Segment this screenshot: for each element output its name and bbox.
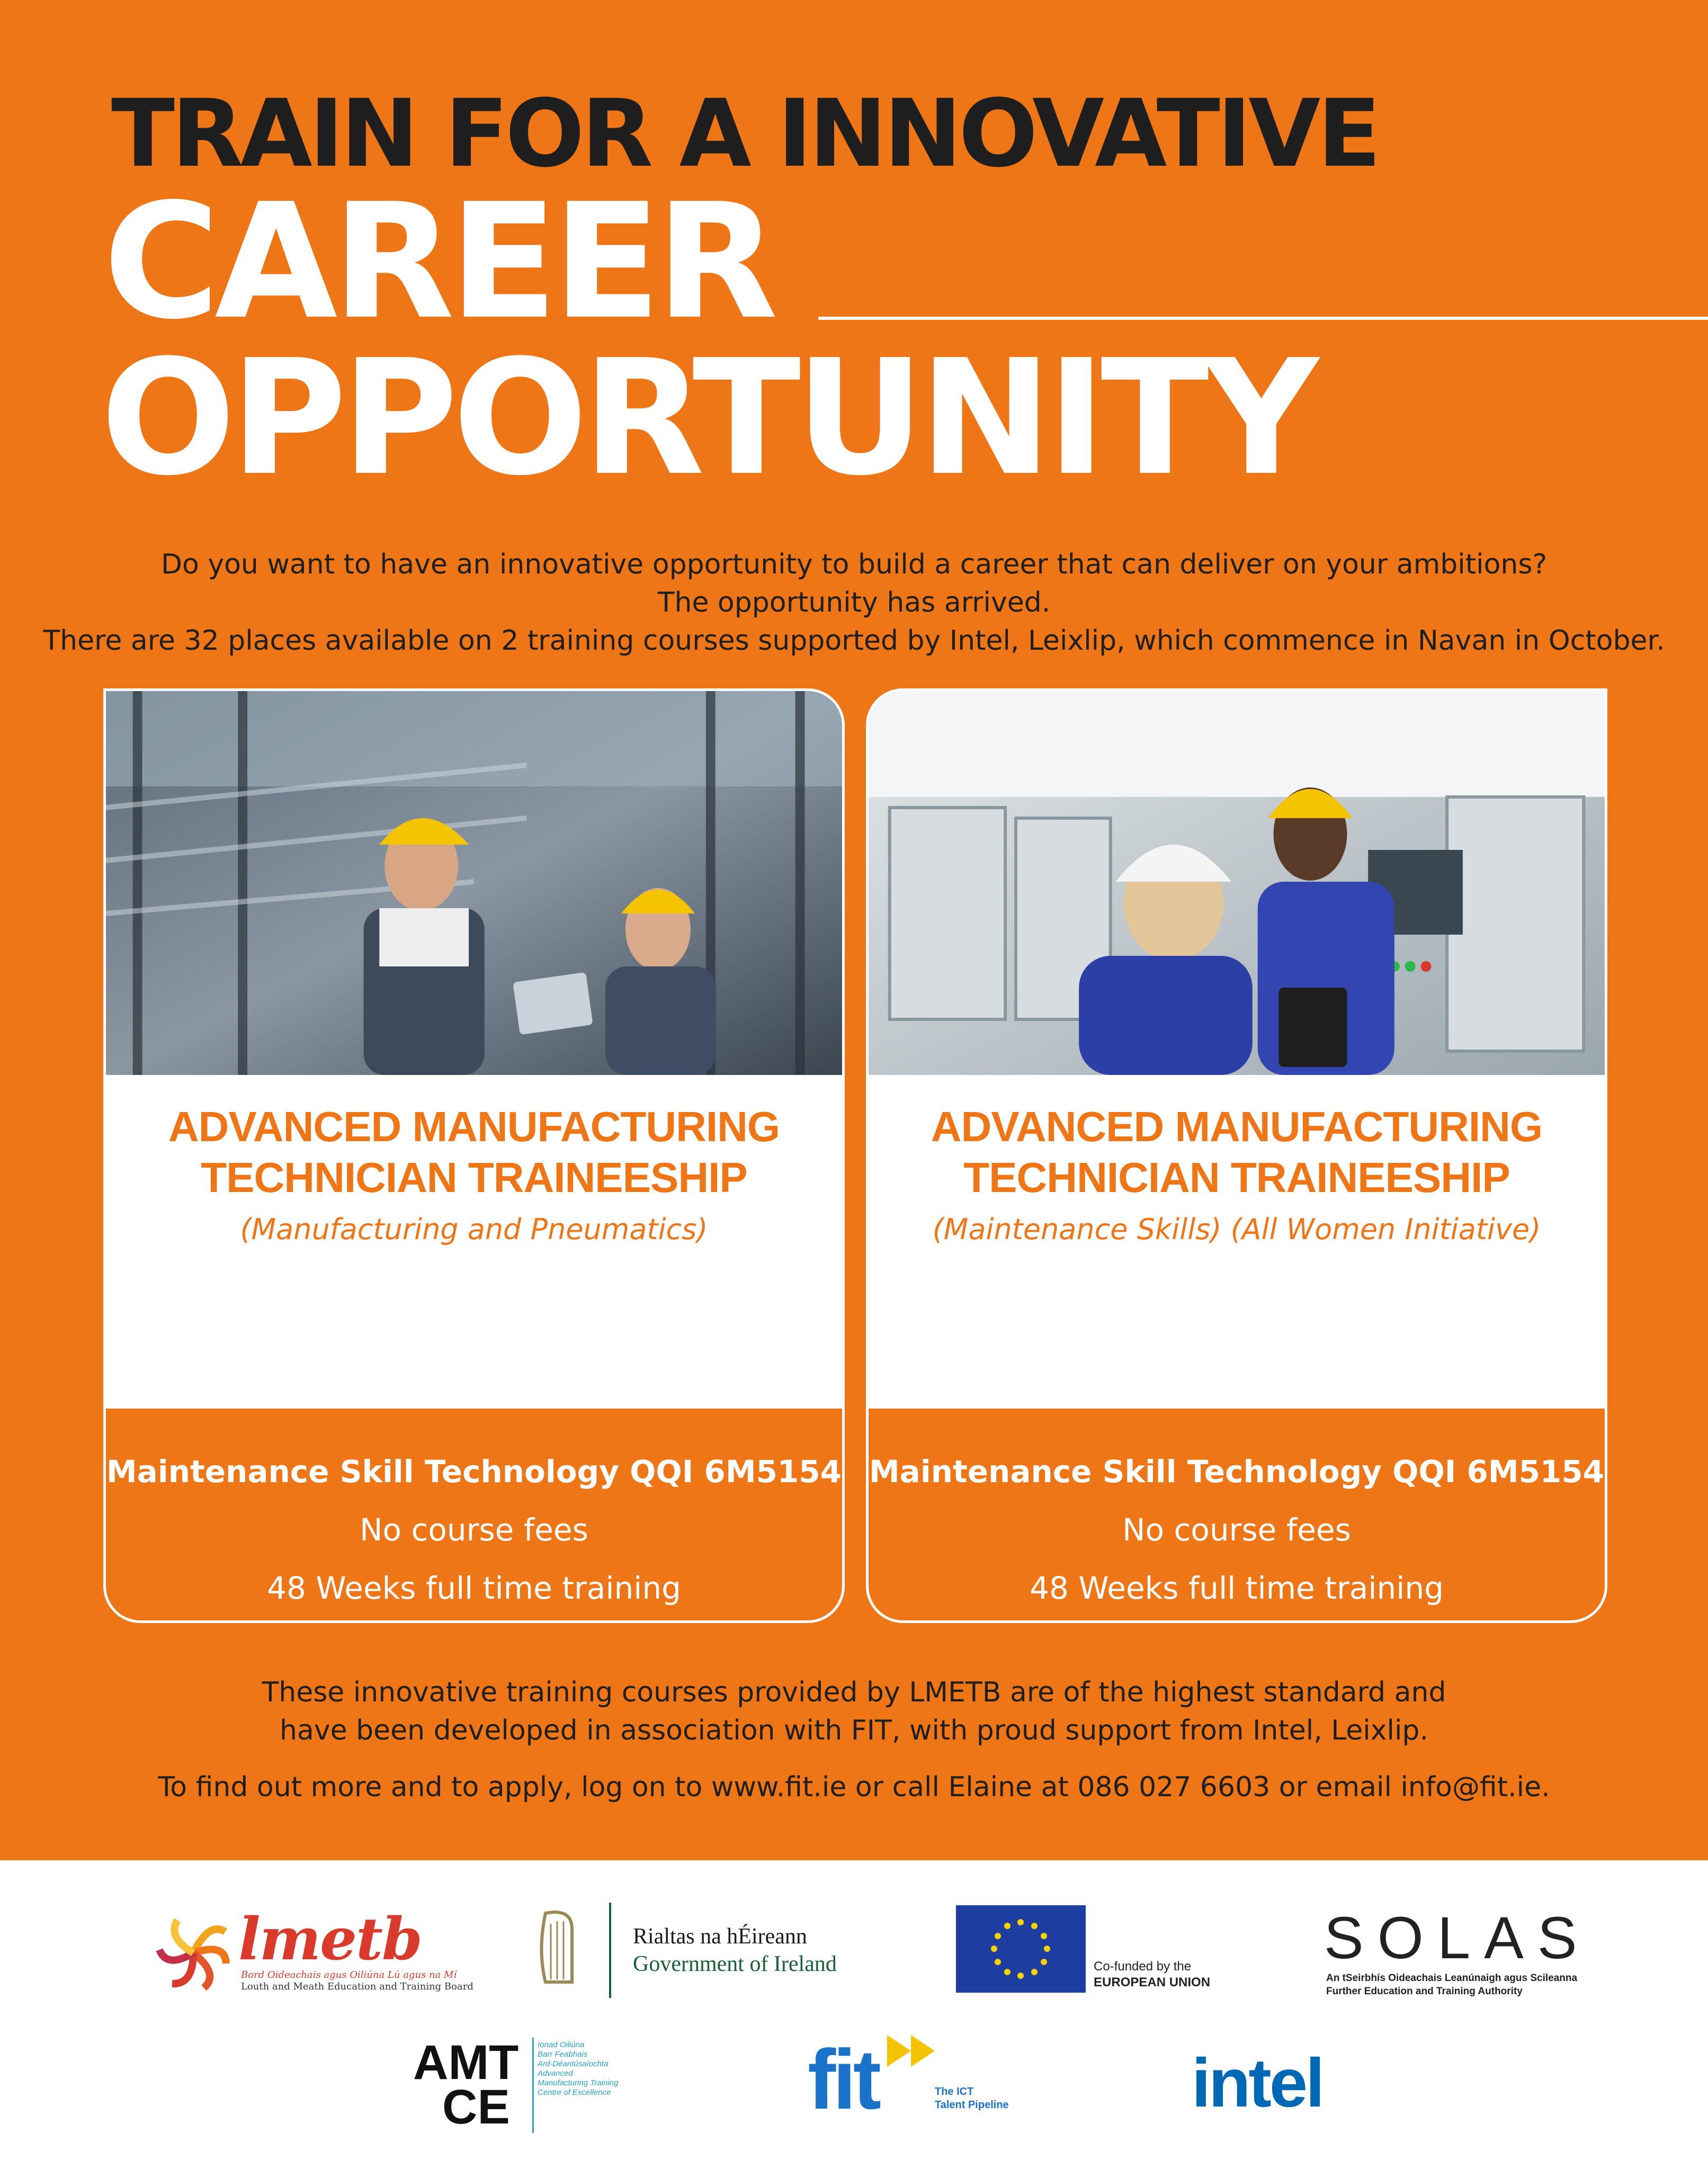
headline-rule — [818, 317, 1708, 320]
course-duration-2: 48 Weeks full time training — [1030, 1570, 1444, 1606]
footer-line-1: These innovative training courses provided by LMETB are of the highest standard and — [262, 1677, 1446, 1708]
intro-line-3: There are 32 places available on 2 training courses supported by Intel, Leixlip, which commence in Navan in October. — [43, 625, 1665, 657]
logo-strip — [0, 1860, 1708, 2169]
fit-tagline-1: The ICT — [935, 2086, 974, 2098]
intro-line-1: Do you want to have an innovative opportunity to build a career that can deliver on your ambitions? — [160, 549, 1548, 580]
headline-line-2: CAREER — [103, 169, 773, 354]
amtce-small-4: Advanced — [538, 2069, 573, 2078]
fit-logo — [808, 2032, 1030, 2141]
amtce-small-text — [538, 2040, 618, 2098]
course-subtitle-1: (Manufacturing and Pneumatics) — [240, 1213, 708, 1246]
course-fees-2: No course fees — [1122, 1512, 1351, 1548]
course-photo-2 — [869, 691, 1605, 1075]
amtce-small-6: Centre of Excellence — [538, 2088, 611, 2097]
government-divider — [609, 1903, 611, 1998]
course-fees-1: No course fees — [360, 1512, 588, 1548]
headline-line-1: TRAIN FOR A INNOVATIVE — [111, 79, 1378, 188]
course-header-2 — [869, 1075, 1605, 1409]
government-logo — [535, 1903, 853, 2009]
amtce-wordmark-line-1: AMT — [413, 2036, 519, 2090]
government-english-name: Government of Ireland — [633, 1952, 837, 1976]
amtce-wordmark-line-2: CE — [442, 2080, 510, 2134]
intro-line-2: The opportunity has arrived. — [657, 587, 1051, 619]
eu-union-text: EUROPEAN UNION — [1094, 1975, 1211, 1989]
course-qualification-2: Maintenance Skill Technology QQI 6M5154 — [869, 1454, 1605, 1490]
fit-wordmark: fit — [808, 2032, 879, 2127]
fit-arrows-icon — [887, 2035, 945, 2067]
course-qualification-1: Maintenance Skill Technology QQI 6M5154 — [106, 1454, 842, 1490]
amtce-small-2: Barr Feabhais — [538, 2050, 588, 2059]
footer-contact: To find out more and to apply, log on to www.fit.ie or call Elaine at 086 027 6603 or email info@fit.ie. — [158, 1771, 1550, 1803]
footer-text — [0, 1673, 1708, 1750]
course-card-2 — [866, 688, 1607, 1623]
solas-irish-name: An tSeirbhís Oideachais Leanúnaigh agus Scileanna — [1326, 1973, 1578, 1984]
amtce-small-1: Ionad Oiliúna — [538, 2040, 585, 2049]
intel-logo — [1192, 2043, 1366, 2133]
course-title-1-line-2: TECHNICIAN TRAINEESHIP — [201, 1154, 747, 1201]
government-irish-name: Rialtas na hÉireann — [633, 1924, 807, 1949]
solas-logo — [1324, 1904, 1621, 1999]
course-title-1 — [106, 1101, 842, 1203]
footer-line-2: have been developed in association with FIT, with proud support from Intel, Leixlip. — [280, 1715, 1428, 1746]
course-title-2-line-2: TECHNICIAN TRAINEESHIP — [963, 1154, 1510, 1201]
course-details-1 — [106, 1409, 842, 1623]
course-card-1 — [103, 688, 845, 1623]
lmetb-wordmark: lmetb — [238, 1905, 422, 1973]
amtce-small-3: Ard-Déantúsaíochta — [538, 2059, 609, 2068]
lmetb-logo — [154, 1905, 482, 1993]
course-duration-1: 48 Weeks full time training — [267, 1570, 681, 1606]
lmetb-english-name: Louth and Meath Education and Training Board — [241, 1981, 473, 1992]
headline-line-3: OPPORTUNITY — [101, 326, 1314, 510]
course-details-2 — [869, 1409, 1605, 1623]
fit-tagline-2: Talent Pipeline — [935, 2099, 1009, 2111]
course-title-2-line-1: ADVANCED MANUFACTURING — [931, 1103, 1543, 1150]
eu-logo — [956, 1905, 1253, 1995]
amtce-divider — [532, 2038, 534, 2133]
eu-cofunded-text: Co-funded by the — [1094, 1959, 1192, 1974]
amtce-logo — [413, 2035, 636, 2136]
intro-text — [0, 545, 1708, 660]
solas-english-name: Further Education and Training Authority — [1326, 1986, 1523, 1997]
intel-wordmark: intel — [1192, 2044, 1323, 2121]
course-photo-1 — [106, 691, 842, 1075]
course-header-1 — [106, 1075, 842, 1409]
course-subtitle-2: (Maintenance Skills) (All Women Initiative) — [932, 1213, 1541, 1246]
course-title-2 — [869, 1101, 1605, 1203]
harp-icon — [535, 1908, 577, 1987]
solas-wordmark: SOLAS — [1324, 1905, 1591, 1971]
lmetb-irish-name: Bord Oideachais agus Oiliúna Lú agus na Mí — [241, 1969, 457, 1980]
eu-flag-icon — [956, 1905, 1086, 1993]
course-title-1-line-1: ADVANCED MANUFACTURING — [168, 1103, 780, 1150]
lmetb-swirl-icon — [154, 1913, 233, 1993]
amtce-small-5: Manufacturing Training — [538, 2078, 619, 2087]
